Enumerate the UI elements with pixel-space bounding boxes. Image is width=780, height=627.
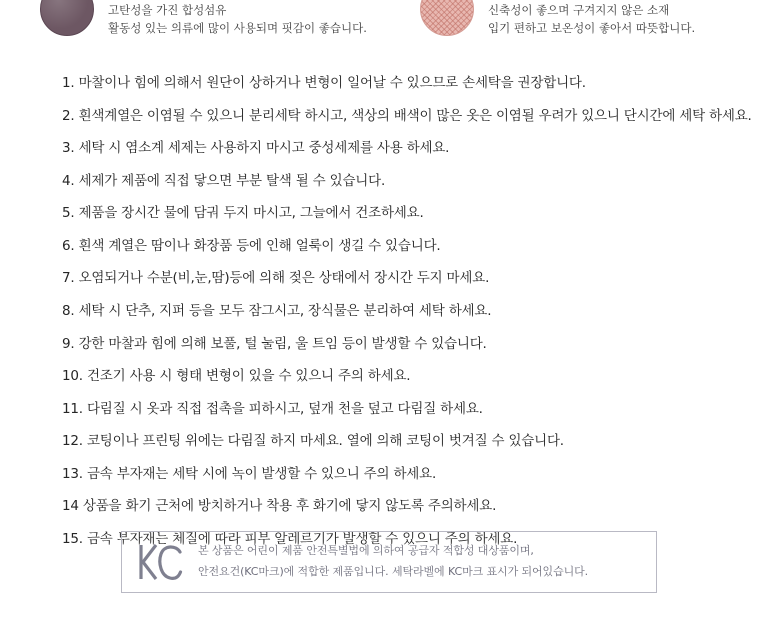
fabric-right-line-1: 신축성이 좋으며 구겨지지 않은 소재 bbox=[488, 3, 670, 17]
fabric-info-strip bbox=[0, 0, 780, 48]
kc-notice-line-1: 본 상품은 어린이 제품 안전특별법에 의하여 공급자 적합성 대상품이며, bbox=[198, 544, 534, 558]
fabric-info-right bbox=[420, 0, 695, 38]
fabric-left-text bbox=[108, 0, 367, 38]
kc-certification-box bbox=[121, 531, 657, 593]
fabric-swatch-pink-icon bbox=[420, 0, 474, 36]
care-instruction-item: 9. 강한 마찰과 힘에 의해 보풀, 털 눌림, 울 트임 등이 발생할 수 있습니다. bbox=[62, 335, 487, 352]
fabric-swatch-purple-icon bbox=[40, 0, 94, 36]
care-instruction-item: 7. 오염되거나 수분(비,눈,땀)등에 의해 젖은 상태에서 장시간 두지 마세요. bbox=[62, 270, 490, 287]
care-instruction-item: 12. 코팅이나 프린팅 위에는 다림질 하지 마세요. 열에 의해 코팅이 벗겨질 수 있습니다. bbox=[62, 433, 564, 450]
fabric-right-line-2: 입기 편하고 보온성이 좋아서 따뜻합니다. bbox=[488, 20, 696, 35]
care-instruction-item: 8. 세탁 시 단추, 지퍼 등을 모두 잠그시고, 장식물은 분리하여 세탁 하세요. bbox=[62, 302, 492, 319]
care-instruction-item: 10. 건조기 사용 시 형태 변형이 있을 수 있으니 주의 하세요. bbox=[62, 368, 411, 385]
care-instruction-item: 13. 금속 부자재는 세탁 시에 녹이 발생할 수 있으니 주의 하세요. bbox=[62, 465, 437, 482]
care-instruction-list bbox=[62, 74, 752, 562]
care-instruction-item: 5. 제품을 장시간 물에 담궈 두지 마시고, 그늘에서 건조하세요. bbox=[62, 205, 424, 222]
care-instruction-item: 15. 금속 부자재는 체질에 따라 피부 알레르기가 발생할 수 있으니 주의 하세요. bbox=[62, 530, 518, 547]
care-instruction-item: 4. 세제가 제품에 직접 닿으면 부분 탈색 될 수 있습니다. bbox=[62, 172, 386, 189]
care-instruction-item: 1. 마찰이나 힘에 의해서 원단이 상하거나 변형이 일어날 수 있으므로 손세탁을 권장합니다. bbox=[62, 75, 586, 91]
care-instruction-item: 3. 세탁 시 염소계 세제는 사용하지 마시고 중성세제를 사용 하세요. bbox=[62, 140, 450, 157]
kc-mark-icon bbox=[122, 541, 198, 583]
care-instruction-item: 2. 흰색계열은 이염될 수 있으니 분리세탁 하시고, 색상의 배색이 많은 옷은 이염될 우려가 있으니 단시간에 세탁 하세요. bbox=[62, 107, 752, 124]
kc-notice-text bbox=[198, 541, 588, 583]
care-instruction-item: 11. 다림질 시 옷과 직접 접촉을 피하시고, 덮개 천을 덮고 다림질 하세요. bbox=[62, 400, 483, 417]
care-instruction-item: 6. 흰색 계열은 땀이나 화장품 등에 인해 얼룩이 생길 수 있습니다. bbox=[62, 237, 441, 254]
care-instruction-item: 14 상품을 화기 근처에 방치하거나 착용 후 화기에 닿지 않도록 주의하세요. bbox=[62, 498, 497, 515]
fabric-left-line-1: 고탄성을 가진 합성섬유 bbox=[108, 3, 227, 17]
fabric-left-line-2: 활동성 있는 의류에 많이 사용되며 핏감이 좋습니다. bbox=[108, 20, 367, 35]
fabric-right-text bbox=[488, 0, 695, 38]
kc-notice-line-2: 안전요건(KC마크)에 적합한 제품입니다. 세탁라벨에 KC마크 표시가 되어있습니다. bbox=[198, 565, 589, 578]
fabric-info-left bbox=[40, 0, 367, 38]
